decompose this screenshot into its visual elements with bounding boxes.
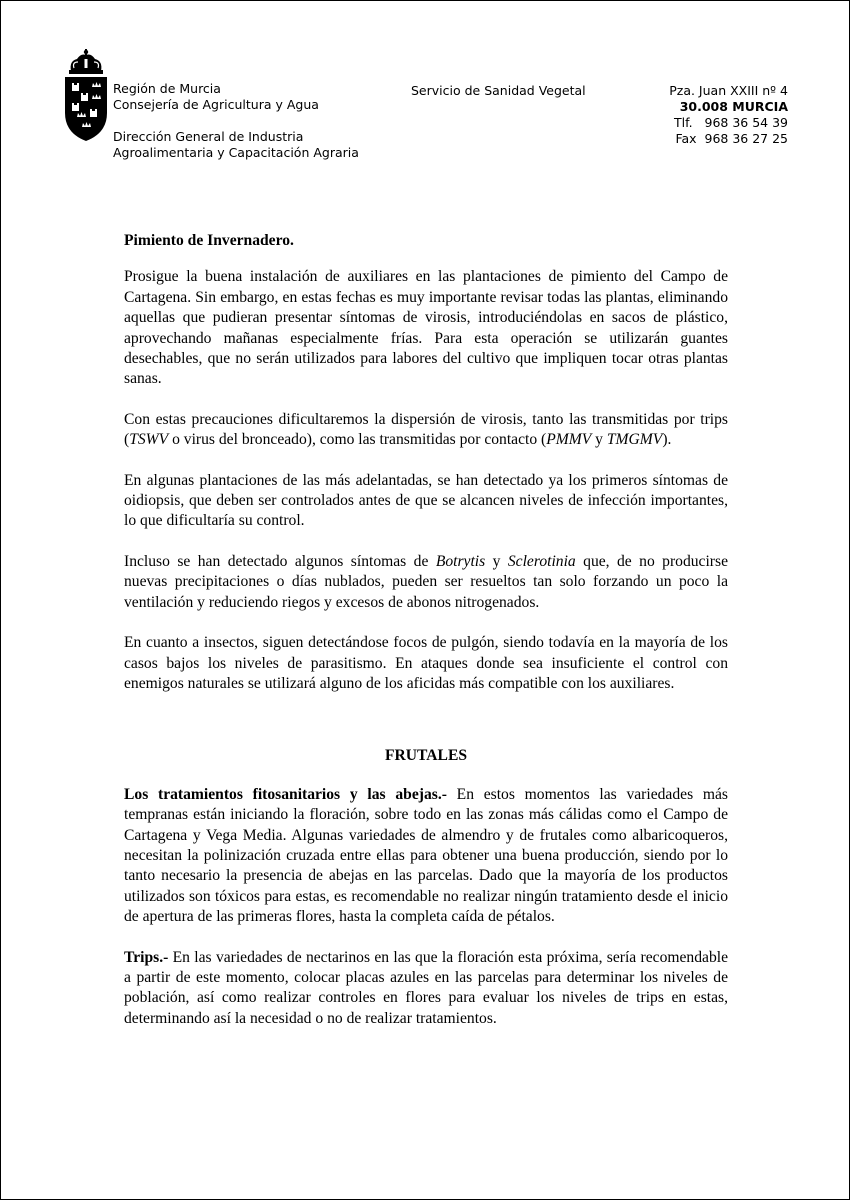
p4-text-e: que, de no producirse nuevas precipitaciones o días nublados, pueden ser resueltos tan solo forzando un poco la ventilación y reduciendo riegos y excesos de abonos nitrogenados. <box>124 552 728 611</box>
p2-virus-tswv: TSWV <box>129 431 169 449</box>
fax-number: Fax 968 36 27 25 <box>675 131 788 146</box>
region-coat-of-arms-icon <box>63 49 109 143</box>
paragraph-1: Prosigue la buena instalación de auxiliares en las plantaciones de pimiento del Campo de Cartagena. Sin embargo, en estas fechas es muy importante revisar todas las plantas, eliminando aquellas que pudieran presentar síntomas de virosis, introduciéndolas en sacos de plástico, aprovechando mañanas especialmente frías. Para esta operación se utilizarán guantes desechables, que no serán utilizados para labores del cultivo que impliquen tocar otras plantas sanas. <box>124 268 728 388</box>
header-organization <box>113 81 359 161</box>
p4-text-c: y <box>485 552 508 570</box>
header-address <box>621 83 788 147</box>
p2-text-a: Con estas precauciones dificultaremos la dispersión de virosis, tanto las transmitidas por trips ( <box>124 410 728 449</box>
org-department: Consejería de Agricultura y Agua <box>113 97 319 112</box>
section-heading-frutales: FRUTALES <box>384 747 468 765</box>
address-street: Pza. Juan XXIII nº 4 <box>669 83 788 98</box>
p6-lead: Los tratamientos fitosanitarios y las abejas.- <box>124 785 447 803</box>
org-directorate: Dirección General de Industria <box>113 129 304 144</box>
p2-text-e: y <box>591 431 607 449</box>
paragraph-5: En cuanto a insectos, siguen detectándose focos de pulgón, siendo todavía en la mayoría de los casos bajos los niveles de parasitismo. En ataques donde sea insuficiente el control con enemigos naturales se utilizará alguno de los aficidas más compatible con los auxiliares. <box>124 634 728 692</box>
address-city: 30.008 MURCIA <box>679 99 788 114</box>
p4-sclerotinia: Sclerotinia <box>507 552 576 570</box>
paragraph-4 <box>124 552 728 613</box>
section-heading-pimiento: Pimiento de Invernadero. <box>124 232 294 249</box>
p2-virus-tmgmv: TMGMV <box>606 431 663 449</box>
p2-text-g: ). <box>662 431 672 449</box>
paragraph-7 <box>124 948 728 1030</box>
p2-virus-pmmv: PMMV <box>546 431 592 449</box>
p6-text: En estos momentos las variedades más tempranas están iniciando la floración, sobre todo en las zonas más cálidas como el Campo de Cartagena y Vega Media. Algunas variedades de almendro y de frutales como albaricoqueros, necesitan la polinización cruzada entre ellas para obtener una buena producción, siendo por lo tanto necesario la presencia de abejas en las parcelas. Dado que la mayoría de los productos utilizados son tóxicos para estas, es recomendable no realizar ningún tratamiento desde el inicio de apertura de las primeras flores, hasta la completa caída de pétalos. <box>124 785 729 926</box>
org-name: Región de Murcia <box>113 81 221 96</box>
paragraph-3: En algunas plantaciones de las más adelantadas, se han detectado ya los primeros síntomas de oidiopsis, que deben ser controlados antes de que se alcancen niveles de infección importantes, lo que dificultaría su control. <box>124 471 728 530</box>
header-service: Servicio de Sanidad Vegetal <box>411 83 586 98</box>
p4-text-a: Incluso se han detectado algunos síntomas de <box>124 552 436 570</box>
org-directorate-cont: Agroalimentaria y Capacitación Agraria <box>113 145 359 160</box>
p7-lead: Trips.- <box>124 948 169 966</box>
p7-text: En las variedades de nectarinos en las que la floración esta próxima, sería recomendable a partir de este momento, colocar placas azules en las parcelas para determinar los niveles de población, así como realizar controles en flores para evaluar los niveles de trips en estas, determinando así la necesidad o no de realizar tratamientos. <box>124 948 728 1027</box>
p4-botrytis: Botrytis <box>435 552 486 570</box>
phone-number: Tlf. 968 36 54 39 <box>674 115 788 130</box>
paragraph-2 <box>124 410 728 451</box>
p2-text-c: o virus del bronceado), como las transmitidas por contacto ( <box>168 431 547 449</box>
paragraph-6 <box>124 785 728 928</box>
document-body <box>124 231 728 1049</box>
